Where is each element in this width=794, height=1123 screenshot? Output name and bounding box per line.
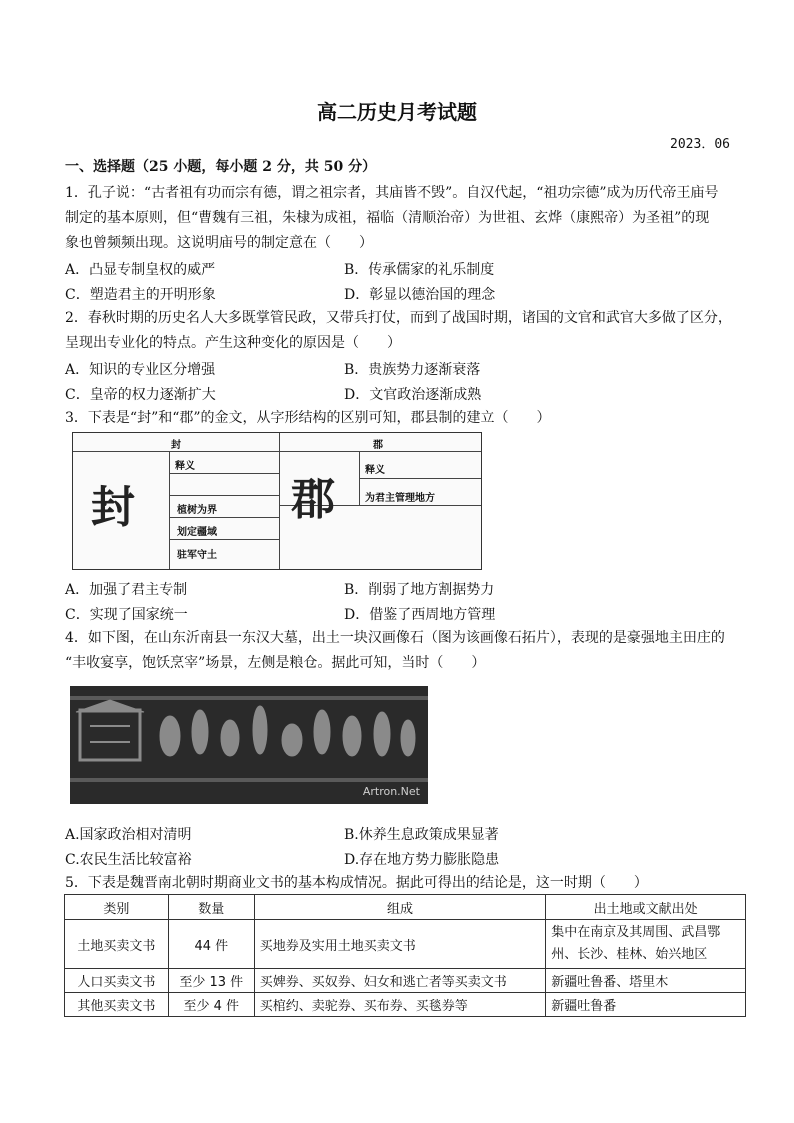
glyph-table bbox=[72, 432, 482, 570]
table-cell: 买棺约、卖驼券、买布券、买毯券等 bbox=[254, 993, 546, 1017]
q4-line: 4．如下图，在山东沂南县一东汉大墓，出土一块汉画像石（图为该画像石拓片），表现的是豪强地主田庄的 bbox=[65, 630, 725, 646]
feng-header: 封 bbox=[171, 440, 181, 451]
q2-line: 2．春秋时期的历史名人大多既掌管民政，又带兵打仗，而到了战国时期，诸国的文官和武官大多做了区分， bbox=[65, 310, 732, 326]
feng-bronze-glyph: 封 bbox=[91, 482, 135, 533]
q1-line: 制定的基本原则，但“曹魏有三祖，朱棣为成祖，福临（清顺治帝）为世祖、玄烨（康熙帝）为圣祖”的现 bbox=[65, 210, 710, 226]
table-header: 数量 bbox=[168, 895, 254, 920]
q1-option-c: C．塑造君主的开明形象 bbox=[65, 287, 216, 303]
q4-option-a: A.国家政治相对清明 bbox=[65, 827, 192, 843]
q2-line: 呈现出专业化的特点。产生这种变化的原因是（ ） bbox=[65, 335, 401, 351]
stone-rubbing-image bbox=[70, 686, 428, 804]
exam-date: 2023．06 bbox=[670, 137, 730, 152]
feng-meaning-label: 释义 bbox=[175, 461, 195, 472]
jun-meaning-label: 释义 bbox=[365, 465, 385, 476]
q2-option-b: B．贵族势力逐渐衰落 bbox=[344, 362, 481, 378]
table-row bbox=[65, 920, 746, 969]
table-cell: 至少 13 件 bbox=[168, 969, 254, 993]
table-cell: 新疆吐鲁番 bbox=[546, 993, 746, 1017]
q4-option-b: B.休养生息政策成果显著 bbox=[344, 827, 499, 843]
table-row bbox=[65, 993, 746, 1017]
q2-option-c: C．皇帝的权力逐渐扩大 bbox=[65, 387, 216, 403]
q1-line: 1．孔子说：“古者祖有功而宗有德，谓之祖宗者，其庙皆不毁”。自汉代起，“祖功宗德”成为历代帝王庙号 bbox=[65, 185, 719, 201]
q3-option-d: D．借鉴了西周地方管理 bbox=[344, 607, 496, 623]
table-header-row bbox=[65, 895, 746, 920]
q3-option-a: A．加强了君主专制 bbox=[65, 582, 188, 598]
q5-line: 5．下表是魏晋南北朝时期商业文书的基本构成情况。据此可得出的结论是，这一时期（ ） bbox=[65, 875, 648, 891]
q4-option-c: C.农民生活比较富裕 bbox=[65, 852, 192, 868]
image-watermark: Artron.Net bbox=[362, 785, 420, 798]
table-cell: 人口买卖文书 bbox=[65, 969, 169, 993]
jun-meaning: 为君主管理地方 bbox=[365, 493, 435, 504]
feng-meaning: 驻军守土 bbox=[177, 550, 217, 561]
table-row bbox=[65, 969, 746, 993]
q2-option-a: A．知识的专业区分增强 bbox=[65, 362, 216, 378]
table-cell: 其他买卖文书 bbox=[65, 993, 169, 1017]
q1-option-a: A．凸显专制皇权的威严 bbox=[65, 262, 216, 278]
commerce-documents-table bbox=[64, 894, 746, 1017]
section-heading: 一、选择题（25 小题，每小题 2 分，共 50 分） bbox=[65, 159, 377, 175]
table-cell: 44 件 bbox=[168, 920, 254, 969]
q1-option-b: B．传承儒家的礼乐制度 bbox=[344, 262, 495, 278]
q3-line: 3．下表是“封”和“郡”的金文，从字形结构的区别可知，郡县制的建立（ ） bbox=[65, 410, 551, 426]
table-cell: 买婢券、买奴券、妇女和逃亡者等买卖文书 bbox=[254, 969, 546, 993]
table-header: 组成 bbox=[254, 895, 546, 920]
table-cell: 买地券及实用土地买卖文书 bbox=[254, 920, 546, 969]
q3-option-c: C．实现了国家统一 bbox=[65, 607, 188, 623]
table-cell: 集中在南京及其周围、武昌鄂州、长沙、桂林、始兴地区 bbox=[546, 920, 746, 969]
q1-option-d: D．彰显以德治国的理念 bbox=[344, 287, 496, 303]
jun-bronze-glyph: 郡 bbox=[291, 474, 335, 525]
feng-meaning: 划定疆域 bbox=[177, 527, 217, 538]
table-cell: 土地买卖文书 bbox=[65, 920, 169, 969]
table-header: 出土地或文献出处 bbox=[546, 895, 746, 920]
q3-option-b: B．削弱了地方割据势力 bbox=[344, 582, 495, 598]
q2-option-d: D．文官政治逐渐成熟 bbox=[344, 387, 482, 403]
q1-line: 象也曾频频出现。这说明庙号的制定意在（ ） bbox=[65, 235, 373, 251]
q4-option-d: D.存在地方势力膨胀隐患 bbox=[344, 852, 500, 868]
table-header: 类别 bbox=[65, 895, 169, 920]
table-cell: 新疆吐鲁番、塔里木 bbox=[546, 969, 746, 993]
feng-meaning: 植树为界 bbox=[177, 505, 217, 516]
jun-header: 郡 bbox=[373, 440, 383, 451]
table-cell: 至少 4 件 bbox=[168, 993, 254, 1017]
q4-line: “丰收宴享，饱饫烹宰”场景，左侧是粮仓。据此可知，当时（ ） bbox=[65, 655, 486, 671]
page-title: 高二历史月考试题 bbox=[317, 100, 477, 124]
